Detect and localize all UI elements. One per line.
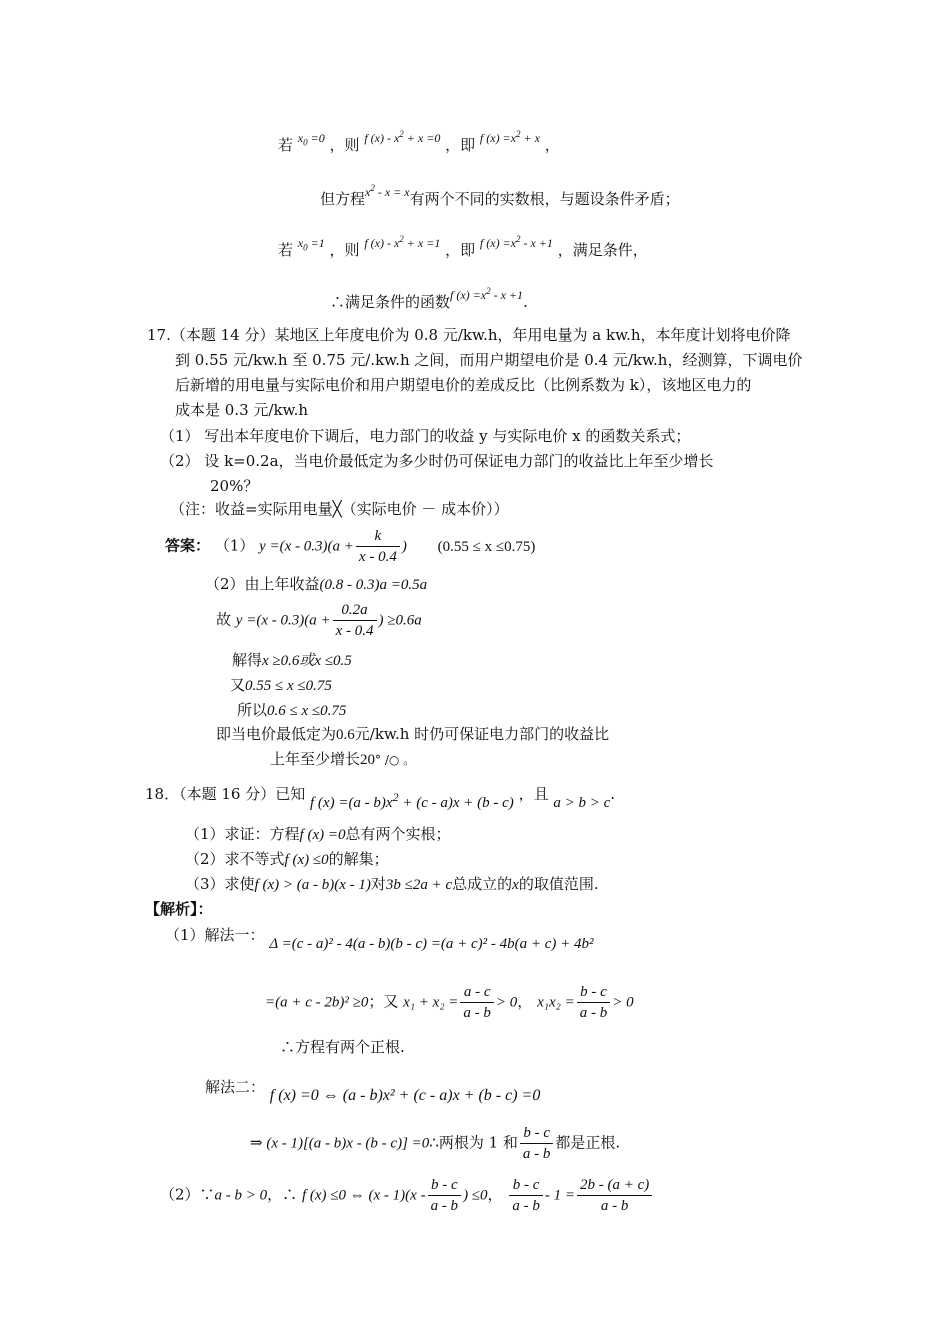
solution-method-1-b: =(a + c - 2b)² ≥0；又 x₁ + x₂ = $\frac{a - c}{a - b}$ > 0， x₁x₂ = $\frac{b - c}{a - b}$ > 0	[265, 984, 634, 1021]
solution-part-2: （2）∵a - b > 0，∴ f (x) ≤0 ⇔ (x - 1)(x - $\frac{b - c}{a - b}$ ) ≤0， $\frac{b - c}{a - b}$ - 1 = $\frac{2b - (a + c)}{a - b}$	[160, 1175, 654, 1216]
answer-line-4: 解得x ≥0.6或x ≤0.5	[232, 651, 352, 669]
q17-part-2: （2） 设 k=0.2a，当电价最低定为多少时仍可保证电力部门的收益比上年至少增长	[160, 452, 714, 470]
answer-line-6: 所以0.6 ≤ x ≤0.75	[237, 701, 347, 719]
q17-line-3: 后新增的用电量与实际电价和用户期望电价的差成反比（比例系数为 k），该地区电力的	[175, 376, 752, 394]
q17-line-2: 到 0.55 元/kw.h 至 0.75 元/.kw.h 之间，而用户期望电价是 0.4 元/kw.h，经测算，下调电价	[175, 351, 803, 369]
fraction: $\frac{b - c}{a - b}$	[520, 1123, 554, 1164]
solution-method-1-c: ∴方程有两个正根.	[280, 1038, 405, 1056]
fraction: $\frac{2b - (a + c)}{a - b}$	[577, 1175, 652, 1216]
q18-sub-3: （3）求使f (x) > (a - b)(x - 1)对3b ≤2a + c总成立的x的取值范围.	[185, 875, 599, 893]
q17-part-1: （1） 写出本年度电价下调后，电力部门的收益 y 与实际电价 x 的函数关系式；	[160, 427, 691, 445]
line-top-4: ∴满足条件的函数$^{f (x) =x^2 - x +1}$.	[330, 286, 528, 311]
answer-line-7: 即当电价最低定为0.6元/kw.h 时仍可保证电力部门的收益比	[216, 725, 610, 743]
solution-method-1: （1）解法一： Δ =(c - a)² - 4(a - b)(b - c) =(a + c)² - 4b(a + c) + 4b²	[165, 926, 594, 952]
q17-line-1: 17.（本题 14 分）某地区上年度电价为 0.8 元/kw.h，年用电量为 a kw.h，本年度计划将电价降	[147, 326, 791, 344]
solution-label: 【解析】：	[145, 900, 213, 918]
answer-line-8: 上年至少增长20° /○ 。	[270, 750, 416, 768]
q17-line-4: 成本是 0.3 元/kw.h	[175, 401, 309, 419]
line-top-1: 若 $^{x_0 =0}$ ，则 $^{f (x) - x^2 + x =0}$ ，即 $^{f (x) =x^2 + x}$ ，	[278, 129, 560, 154]
answer-line-5: 又0.55 ≤ x ≤0.75	[230, 676, 332, 694]
q18-sub-1: （1）求证：方程f (x) =0总有两个实根；	[185, 825, 451, 843]
answer-line-3: 故 y =(x - 0.3)(a + $\frac{0.2a}{x - 0.4}$ ) ≥0.6a	[216, 602, 422, 639]
fraction: $\frac{b - c}{a - b}$	[428, 1175, 462, 1216]
q18-sub-2: （2）求不等式f (x) ≤0的解集；	[185, 850, 389, 868]
fraction: $\frac{a - c}{a - b}$	[460, 982, 494, 1023]
fraction: $\frac{k}{x - 0.4}$	[356, 526, 400, 567]
q17-part-2-cont: 20%？	[210, 477, 259, 495]
fraction: $\frac{b - c}{a - b}$	[577, 982, 611, 1023]
q18-line-1: 18．（本题 16 分）已知 f $(x) =(a - b)x^2 + (c - a)x + (b - c)$ ，且 a > b > c.	[145, 785, 616, 811]
answer-line-1: 答案： （1） y =(x - 0.3)(a + $\frac{k}{x - 0.4}$ ) (0.55 ≤ x ≤0.75)	[165, 528, 536, 565]
fraction: $\frac{0.2a}{x - 0.4}$	[333, 600, 377, 641]
answer-line-2: （2）由上年收益(0.8 - 0.3)a =0.5a	[205, 575, 428, 593]
solution-method-2-b: ⇒ (x - 1)[(a - b)x - (b - c)] =0∴两根为 1 和 $\frac{b - c}{a - b}$ 都是正根.	[250, 1125, 621, 1162]
q17-note: （注：收益=实际用电量╳（实际电价 － 成本价））	[170, 500, 509, 518]
fraction: $\frac{b - c}{a - b}$	[509, 1175, 543, 1216]
answer-label: 答案：	[165, 536, 211, 555]
solution-method-2: 解法二： f (x) =0 ⇔ (a - b)x² + (c - a)x + (b - c) =0	[205, 1078, 541, 1104]
line-top-2: 但方程$^{x^2 - x = x}$有两个不同的实数根，与题设条件矛盾；	[320, 183, 680, 208]
line-top-3: 若 $^{x_0 =1}$ ，则 $^{f (x) - x^2 + x =1}$ ，即 $^{f (x) =x^2 - x +1}$ ，满足条件，	[278, 234, 648, 259]
